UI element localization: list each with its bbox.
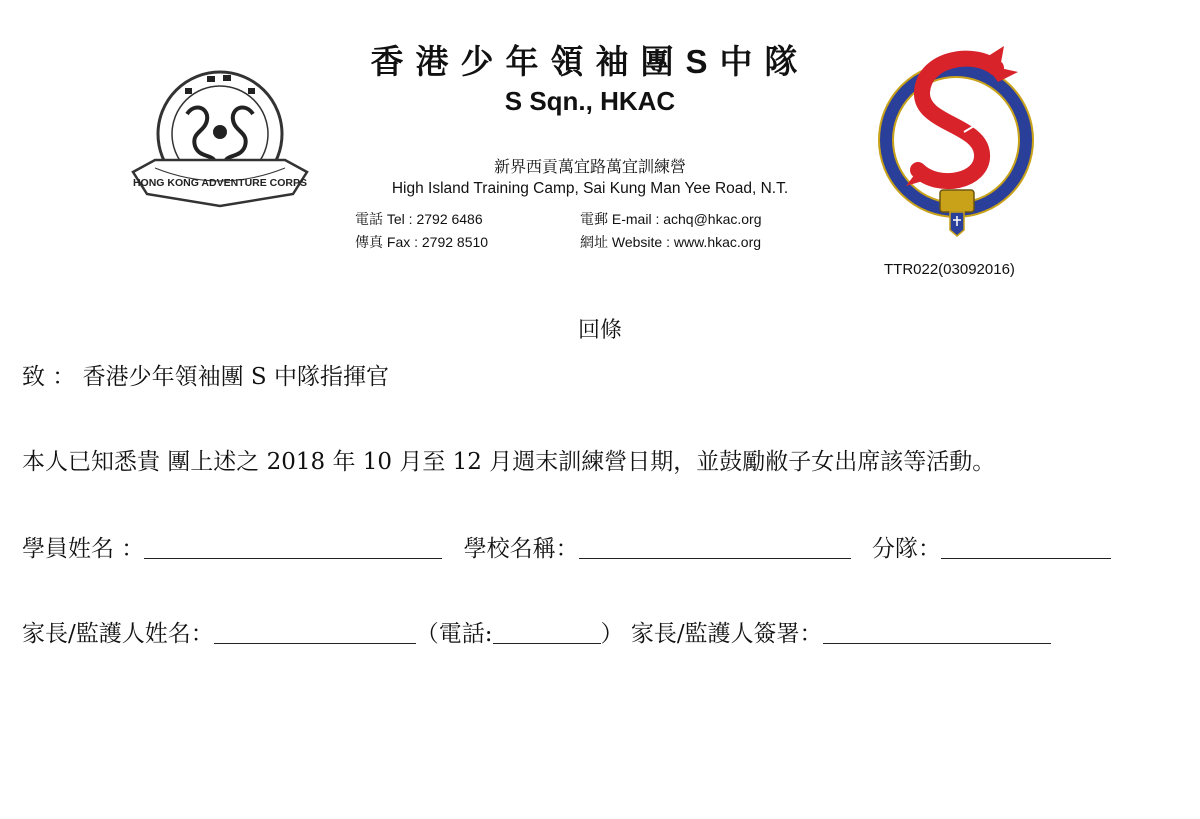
- signature-field[interactable]: [823, 621, 1051, 644]
- parent-name-field[interactable]: [214, 621, 416, 644]
- parent-info-row: [22, 615, 1051, 648]
- s-squadron-dragon-badge: [878, 40, 1038, 240]
- reply-slip-heading: 回條: [577, 318, 622, 343]
- addressee-line: 致 ： 香港少年領袖團 S 中隊指揮官: [22, 364, 390, 390]
- org-title-english: S Sqn., HKAC: [504, 86, 676, 116]
- student-name-label: 學員姓名 ：: [22, 536, 145, 562]
- squad-label: 分隊：: [871, 536, 941, 562]
- fax: 傳真 Fax : 2792 8510: [355, 234, 489, 250]
- telephone: 電話 Tel : 2792 6486: [355, 211, 483, 227]
- school-name-label: 學校名稱：: [463, 536, 579, 562]
- phone-open-label: （電話:: [415, 621, 493, 647]
- email: 電郵 E-mail : achq@hkac.org: [580, 211, 762, 227]
- address-chinese: 新界西貢萬宜路萬宜訓練營: [493, 159, 686, 176]
- hkac-logo: [125, 62, 315, 212]
- website: 網址 Website : www.hkac.org: [580, 234, 762, 250]
- squad-field[interactable]: [941, 536, 1111, 559]
- consent-statement: 本人已知悉貴 團上述之 2018 年 10 月至 12 月週末訓練營日期，並鼓勵敝子女出席該等活動。: [22, 449, 996, 475]
- parent-name-label: 家長/監護人姓名：: [22, 621, 214, 647]
- signature-label: 家長/監護人簽署：: [630, 621, 823, 647]
- phone-close-label: ）: [600, 621, 624, 647]
- logo-ribbon-text: HONG KONG ADVENTURE CORPS: [132, 177, 308, 189]
- org-title-chinese: 香港少年領袖團S中隊: [370, 43, 810, 80]
- document-code: TTR022(03092016): [884, 261, 1015, 278]
- address-english: High Island Training Camp, Sai Kung Man Yee Road, N.T.: [391, 180, 789, 197]
- student-info-row: [22, 530, 1111, 563]
- school-name-field[interactable]: [579, 536, 851, 559]
- student-name-field[interactable]: [144, 536, 442, 559]
- phone-field[interactable]: [493, 621, 601, 644]
